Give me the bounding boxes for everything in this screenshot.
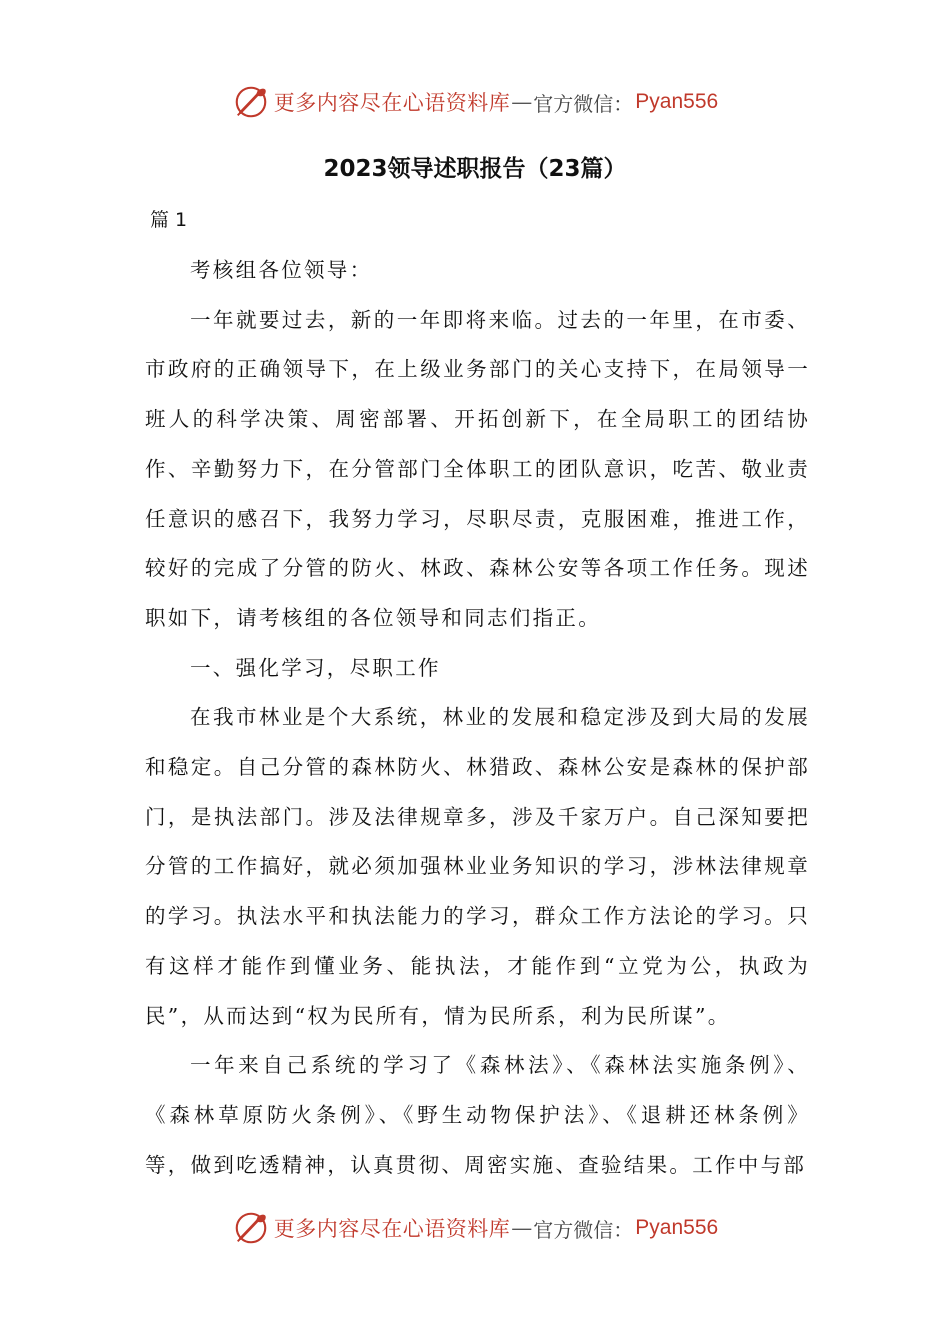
watermark-dash: — [511, 1216, 533, 1240]
watermark-header [0, 82, 950, 122]
watermark-text: 更多内容尽在心语资料库 [273, 91, 511, 115]
watermark-text: 更多内容尽在心语资料库 [273, 1217, 511, 1241]
watermark-wechat-id: Pyan556 [635, 90, 719, 113]
quill-logo-icon [232, 83, 270, 121]
body-paragraph: 一年就要过去，新的一年即将来临。过去的一年里，在市委、市政府的正确领导下，在上级业务部门的关心支持下，在局领导一班人的科学决策、周密部署、开拓创新下，在全局职工的团结协作、辛勤努力下，在分管部门全体职工的团队意识，吃苦、敬业责任意识的感召下，我努力学习，尽职尽责，克服困难，推进工作，较好的完成了分管的防火、林政、森林公安等各项工作任务。现述职如下，请考核组的各位领导和同志们指正。 [145, 307, 810, 630]
document-body [145, 246, 810, 1190]
watermark-official-label: 官方微信： [533, 91, 634, 116]
body-paragraph: 一年来自己系统的学习了《森林法》、《森林法实施条例》、《森林草原防火条例》、《野生动物保护法》、《退耕还林条例》等，做到吃透精神，认真贯彻、周密实施、查验结果。工作中与部 [145, 1053, 810, 1177]
salutation-paragraph: 考核组各位领导： [190, 258, 373, 282]
watermark-footer [0, 1208, 950, 1248]
watermark-wechat-id: Pyan556 [635, 1216, 719, 1239]
section-label: 篇 1 [150, 209, 188, 231]
document-title: 2023领导述职报告（23篇） [323, 156, 627, 182]
watermark-dash: — [511, 90, 533, 114]
quill-logo-icon [232, 1209, 270, 1247]
body-paragraph: 在我市林业是个大系统，林业的发展和稳定涉及到大局的发展和稳定。自己分管的森林防火、林猎政、森林公安是森林的保护部门，是执法部门。涉及法律规章多，涉及千家万户。自己深知要把分管的工作搞好，就必须加强林业业务知识的学习，涉林法律规章的学习。执法水平和执法能力的学习，群众工作方法论的学习。只有这样才能作到懂业务、能执法，才能作到“立党为公，执政为民”，从而达到“权为民所有，情为民所系，利为民所谋”。 [145, 705, 810, 1028]
heading-paragraph: 一、强化学习，尽职工作 [190, 655, 441, 680]
watermark-official-label: 官方微信： [533, 1217, 634, 1242]
